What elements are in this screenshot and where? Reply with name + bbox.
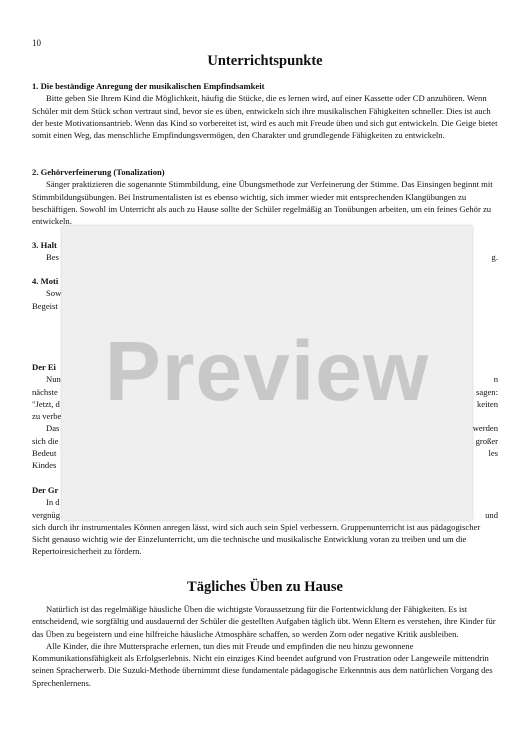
section-6-line: vergnüg bbox=[32, 509, 61, 520]
section-5-right-line: sagen: bbox=[476, 386, 498, 397]
section-1-heading: 1. Die beständige Anregung der musikalischen Empfindsamkeit bbox=[32, 81, 265, 91]
practice-section bbox=[32, 603, 498, 689]
section-2 bbox=[32, 166, 498, 227]
section-4-body: Sow bbox=[46, 288, 62, 299]
section-6-line: In d bbox=[46, 497, 60, 508]
section-4-heading: 4. Moti bbox=[32, 276, 59, 286]
section-2-heading: 2. Gehörverfeinerung (Tonalization) bbox=[32, 167, 165, 177]
section-5-line: Das bbox=[46, 423, 60, 434]
section-5-right-column bbox=[473, 373, 498, 471]
section-3-heading: 3. Halt bbox=[32, 240, 57, 250]
section-5-right-line: großer bbox=[475, 435, 498, 446]
preview-overlay bbox=[62, 226, 472, 520]
section-5-line: Kindes bbox=[32, 460, 57, 471]
section-5-line: Nun bbox=[46, 374, 61, 385]
practice-paragraph-2: Alle Kinder, die ihre Muttersprache erlernen, tun dies mit Freude und empfinden die neu hinzu gewonnene Kommunikationsfähigkeit als Erfolgserlebnis. Nicht ein einziges Kind beendet aufgrund von Frustration oder Langeweile mittendrin seinen Spracherwerb. Die Suzuki-Methode übernimmt diese fundamentale pädagogische Erkenntnis aus dem natürlichen Vorgang des Sprechenlernens. bbox=[32, 640, 493, 688]
section-5-line: nächste bbox=[32, 386, 58, 397]
section-5-line: zu verbe bbox=[32, 411, 62, 422]
section-title-practice: Tägliches Üben zu Hause bbox=[187, 579, 343, 595]
section-2-body: Sänger praktizieren die sogenannte Stimmbildung, eine Übungsmethode zur Verfeinerung der Stimme. Das Einsingen beginnt mit Stimmbildungsübungen. Bei Instrumentalisten ist es ebenso wichtig, sich immer wieder mit entsprechenden Klangübungen zu beschäftigen. Sowohl im Unterricht als auch zu Hause sollte der Schüler regelmäßig an Tonübungen arbeiten, um ein feines Gehör zu entwickeln. bbox=[32, 179, 493, 227]
section-1 bbox=[32, 80, 498, 141]
section-1-body: Bitte geben Sie Ihrem Kind die Möglichkeit, häufig die Stücke, die es lernen wird, auf einer Kassette oder CD anzuhören. Wenn Schüler mit dem Stück schon vertraut sind, bevor sie es üben, entwickeln sich ihre musikalischen Fähigkeiten schneller. Dies ist auch der beste Motivationsantrieb. Wenn das Kind so vorbereitet ist, wird es auch mit Freude üben und sich gut entwickeln. Die Geige bietet somit einen Weg, das menschliche Empfindungsvermögen, den Charakter und grundlegende Fähigkeiten zu entwickeln. bbox=[32, 93, 498, 141]
section-5-right-line: werden bbox=[472, 423, 498, 434]
section-3-body: Bes bbox=[46, 252, 59, 263]
section-5-right-line: n bbox=[493, 374, 498, 385]
section-5-line: "Jetzt, d bbox=[32, 398, 60, 409]
section-5-left-column bbox=[32, 373, 61, 471]
section-5-line: sich die bbox=[32, 435, 59, 446]
section-5-heading: Der Ei bbox=[32, 362, 56, 372]
section-3-body-right: g. bbox=[491, 252, 498, 263]
section-4-body-2: Begeist bbox=[32, 300, 58, 311]
section-6-body-rest: sich durch ihr instrumentales Können anregen lässt, wird sich auch sein Spiel verbessern. Gruppenunterricht ist aus pädagogischer Sicht genauso wichtig wie der Einzelunterricht, um die technische und musikalische Entwicklung voran zu treiben und um die Repertoiresicherheit zu fördern. bbox=[32, 521, 481, 557]
section-6-heading: Der Gr bbox=[32, 485, 59, 495]
section-5-line: Bedeut bbox=[32, 448, 57, 459]
practice-paragraph-1: Natürlich ist das regelmäßige häusliche Üben die wichtigste Voraussetzung für die Fortentwicklung der Fähigkeiten. Es ist entscheidend, wie sorgfältig und ausdauernd der Schüler die gestellten Aufgaben täglich übt. Wenn Eltern es verstehen, ihre Kinder für das Üben zu begeistern und eine hilfreiche häusliche Atmosphäre schaffen, so werden Zorn oder negative Kritik ausbleiben. bbox=[32, 604, 496, 639]
page-number: 10 bbox=[32, 38, 41, 48]
section-6-right-line: und bbox=[485, 509, 498, 520]
section-5-right-line: les bbox=[488, 448, 498, 459]
preview-watermark: Preview bbox=[104, 324, 430, 418]
section-5-right-line: keiten bbox=[477, 398, 498, 409]
page-title: Unterrichtspunkte bbox=[207, 53, 323, 69]
section-5-right-line bbox=[473, 410, 498, 422]
